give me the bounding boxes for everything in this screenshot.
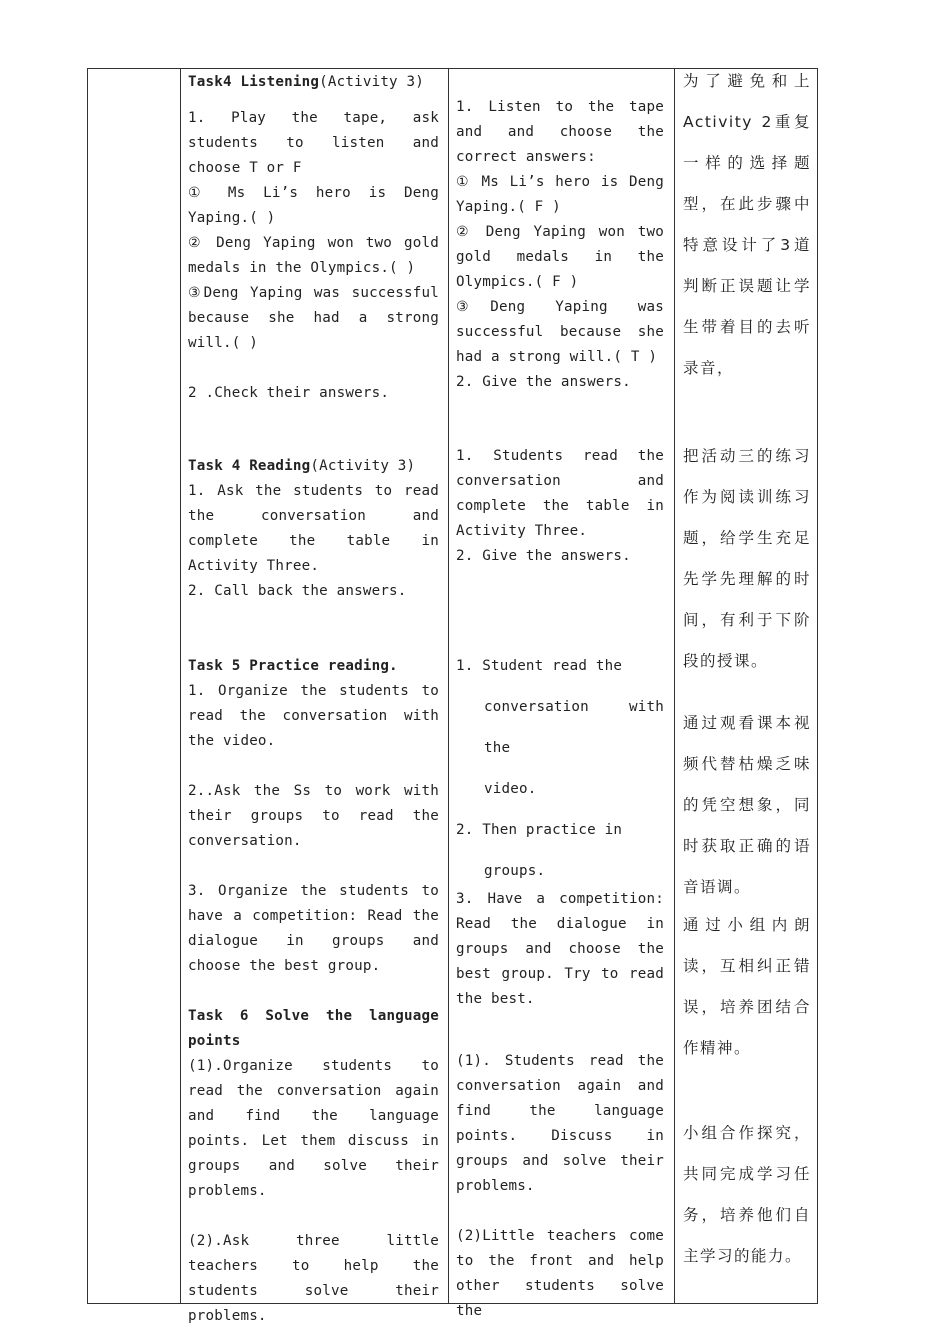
task4-reading-purpose: 把活动三的练习作为阅读训练习题，给学生充足先学先理解的时间，有利于下阶段的授课。 (683, 447, 811, 670)
task6-purpose: 小组合作探究，共同完成学习任务，培养他们自主学习的能力。 (683, 1124, 811, 1265)
task4-reading-students: 1. Students read the conversation and complete the table in Activity Three. 2. Give the answers. (456, 448, 664, 564)
task5-purpose-video: 通过观看课本视频代替枯燥乏味的凭空想象，同时获取正确的语音语调。 (683, 714, 811, 896)
column-divider (448, 69, 449, 1303)
task4-listening-purpose: 为了避免和上Activity 2重复一样的选择题型，在此步骤中特意设计了3道判断正误题让学生带着目的去听录音， (683, 72, 811, 377)
task6-heading: Task 6 Solve the language points (188, 1008, 439, 1049)
task4-reading-heading: Task 4 Reading(Activity 3) (188, 458, 416, 474)
task4-listening-teacher: Task4 Listening(Activity 3) 1. Play the tape, ask students to listen and choose T or F ① Ms Li’s hero is Deng Yaping.( ) ② Deng Yaping won two gold medals in the Olympics.( ) ③Deng Yaping was successful because she had a strong will.( ) 2 .Check their answers. (188, 70, 439, 406)
task5-teacher: Task 5 Practice reading. 1. Organize the students to read the conversation with the video. 2..Ask the Ss to work with their groups to read the conversation. 3. Organize the students to have a competition: Read the dialogue in groups and choose the best group. Task 6 Solve the language points (1).Organize students to read the conversation again and find the language points. Let them discuss in groups and solve their problems. (2).Ask three little teachers to help the students solve their problems. (188, 654, 439, 1329)
column-divider (180, 69, 181, 1303)
column-divider (674, 69, 675, 1303)
task5-students: 1. Student read the conversation with the video. 2. Then practice in groups. 3. Have a competition: Read the dialogue in groups and choose the best group. Try to read the best. (456, 658, 664, 1007)
task4-listening-students: 1. Listen to the tape and and choose the correct answers: ① Ms Li’s hero is Deng Yaping.( F ) ② Deng Yaping won two gold medals in the Olympics.( F ) ③Deng Yaping was successful because she had a strong will.( T ) 2. Give the answers. (456, 99, 664, 390)
task4-listening-heading: Task4 Listening(Activity 3) (188, 74, 425, 90)
task5-purpose-group: 通过小组内朗读，互相纠正错误，培养团结合作精神。 (683, 916, 811, 1057)
task6-students: (1). Students read the conversation again and find the language points. Discuss in groups and solve their problems. (2)Little teachers come to the front and help other students solve the (456, 1053, 664, 1319)
lesson-plan-table (87, 68, 818, 1324)
task5-heading: Task 5 Practice reading. (188, 658, 398, 674)
task4-reading-teacher: Task 4 Reading(Activity 3) 1. Ask the students to read the conversation and complete the table in Activity Three. 2. Call back the answers. (188, 454, 439, 604)
